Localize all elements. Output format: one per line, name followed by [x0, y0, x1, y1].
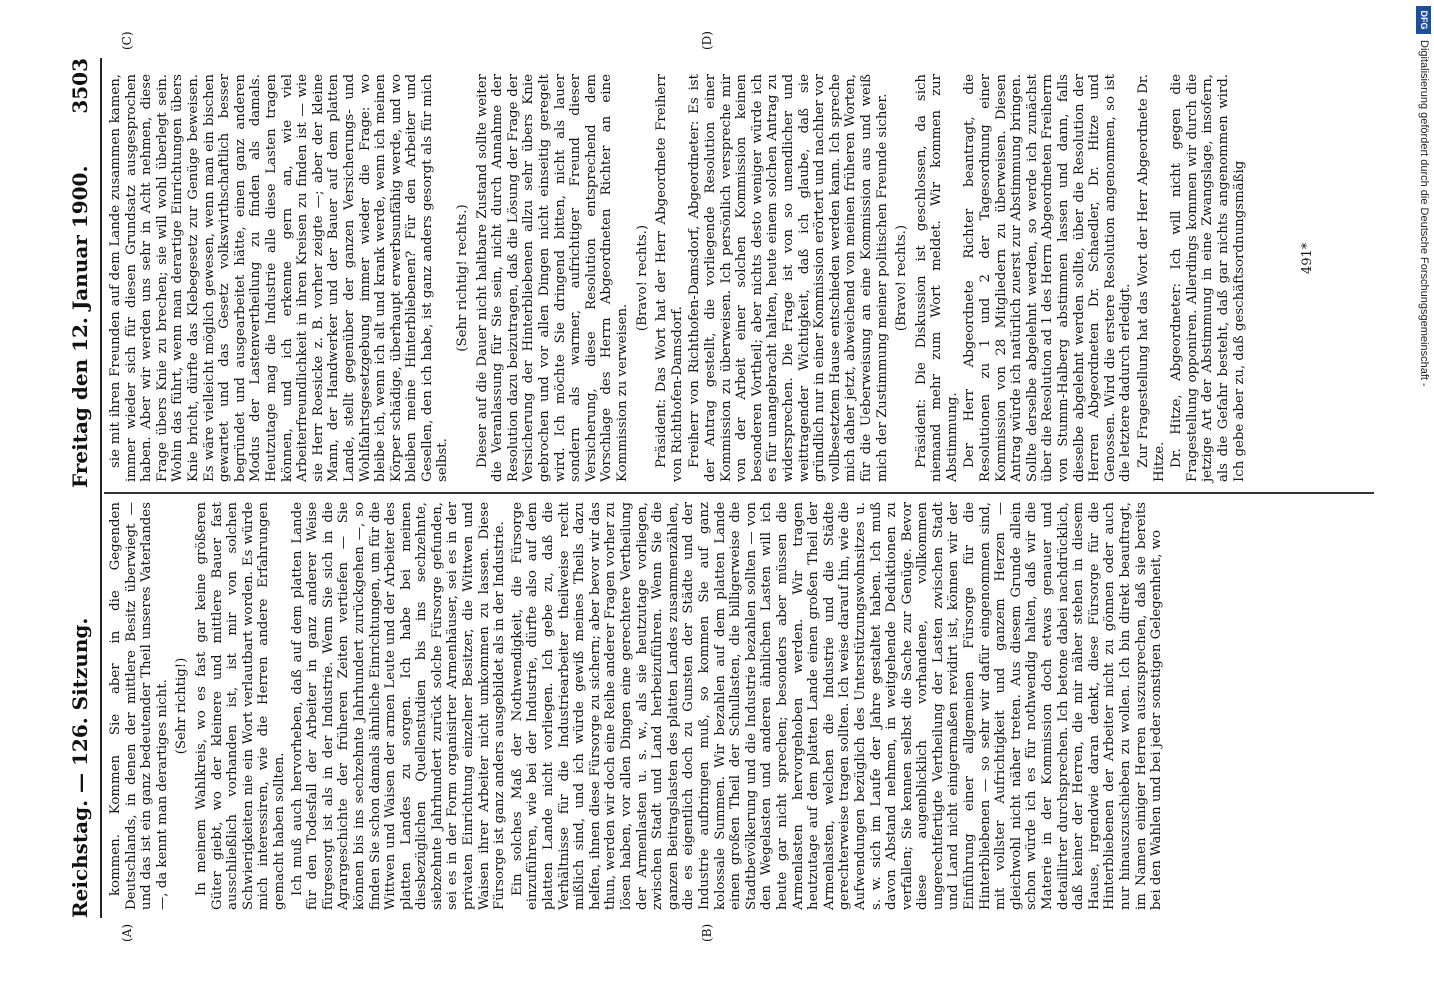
header-center: Freitag den 12. Januar 1900.: [68, 165, 92, 488]
column-divider: [104, 492, 1374, 494]
left-column: [108, 502, 1167, 910]
dfg-logo: DFG: [1416, 6, 1431, 34]
paragraph: In meinem Wahlkreis, wo es fast gar keine größeren Güter giebt, wo der kleinere und mittlere Bauer fast ausschließlich vorhanden ist, ist mir von solchen Schwierigkeiten nie ein Wort verlautbart worden. Es würde mich interessiren, wie die Herren andere Erfahrungen gemacht haben sollten.: [193, 502, 287, 910]
paragraph: Zur Fragestellung hat das Wort der Herr Abgeordnete Dr. Hitze.: [1136, 74, 1167, 482]
header-left: Reichstag. — 126. Sitzung.: [68, 617, 92, 918]
interjection: (Sehr richtig!): [174, 657, 190, 755]
interjection: (Bravo! rechts.): [634, 224, 650, 332]
margin-marker-a: (A): [120, 923, 134, 942]
digitization-sidebar: [1412, 0, 1434, 1000]
margin-marker-d: (D): [700, 31, 714, 50]
page-number: 3503: [68, 58, 92, 114]
paragraph: Der Herr Abgeordnete Richter beantragt, die Resolutionen zu 1 und 2 der Tagesordnung einer Kommission von 28 Mitgliedern zu überweisen. Diesen Antrag würde ich natürlich zuerst zur Abstimmung bringen. Sollte derselbe abgelehnt werden, so werde ich zunächst über die Resolution ad 1 des Herrn Abgeordneten Freiherrn von Stumm-Halberg abstimmen lassen und dann, falls dieselbe abgelehnt werden sollte, über die Resolution der Herren Abgeordneten Dr. Schaedler, Dr. Hitze und Genossen. Wird die erstere Resolution angenommen, so ist die letztere dadurch erledigt.: [962, 74, 1134, 482]
interjection: (Bravo! rechts.): [894, 224, 910, 332]
paragraph: Präsident: Die Diskussion ist geschlossen, da sich niemand mehr zum Wort meldet. Wir kommen zur Abstimmung.: [913, 74, 960, 482]
dfg-credit-text: Digitalisierung gefördert durch die Deutsche Forschungsgemeinschaft -: [1418, 40, 1430, 387]
right-column: [108, 74, 1249, 482]
page-header: [62, 58, 98, 918]
paragraph: kommen. Kommen Sie aber in die Gegenden Deutschlands, in denen der mittlere Besitz überwiegt — und das ist ein ganz bedeutender Theil unseres Vaterlandes —, da kennt man derartiges nicht.: [108, 502, 170, 910]
header-rule: [100, 58, 102, 918]
paragraph: Dr. Hitze, Abgeordneter: Ich will nicht gegen die Fragestellung opponiren. Allerdings kommen wir durch die jetzige Art der Abstimmung in eine Zwangslage, insofern, als die Gefahr besteht, daß gar nichts angenommen wird. Ich gebe aber zu, daß geschäftsordnungsmäßig: [1169, 74, 1247, 482]
margin-marker-b: (B): [700, 923, 714, 942]
paragraph: sie mit ihren Freunden auf dem Lande zusammen kamen, immer wieder sich für diesen Grundsatz ausgesprochen haben. Aber wir werden uns sehr in Acht nehmen, diese Frage übers Knie zu brechen; sie will wohl überlegt sein. Wohin das führt, wenn man derartige Einrichtungen übers Knie bricht, dürfte das Klebegesetz zur Genüge beweisen. Es wäre vielleicht möglich gewesen, wenn man ein bischen gewartet und das Gesetz volkswirthschaftlich besser begründet und ausgearbeitet hätte, einen ganz anderen Modus der Lastenvertheilung zu finden als damals. Heutzutage mag die Industrie alle diese Lasten tragen können, und ich erkenne gern an, wie viel Arbeiterfreundlichkeit in ihren Kreisen zu finden ist — wie sie Herr Roesicke z. B. vorher zeigte —; aber der kleine Mann, der Handwerker und der Bauer auf dem platten Lande, stellt gegenüber der ganzen Versicherungs- und Wohlfahrtsgesetzgebung immer wieder die Frage: wo bleibe ich, wenn ich alt und krank werde, wenn ich meinen Körper schädige, überhaupt erwerbsunfähig werde, und wo bleiben meine Hinterbliebenen? Für den Arbeiter und Gesellen, den ich habe, ist ganz anders gesorgt als für mich selbst.: [108, 74, 451, 482]
paragraph: Dieser auf die Dauer nicht haltbare Zustand sollte weiter die Veranlassung für Sie sein, nicht durch Annahme der Resolution dazu beizutragen, daß die Lösung der Frage der Versicherung der Hinterbliebenen allzu sehr übers Knie gebrochen und vor allen Dingen nicht einseitig geregelt wird. Ich möchte Sie dringend bitten, nicht als lauer sondern als warmer, aufrichtiger Freund dieser Versicherung, diese Resolution entsprechend dem Vorschlage des Herrn Abgeordneten Richter an eine Kommission zu verweisen.: [474, 74, 630, 482]
interjection: (Sehr richtig! rechts.): [455, 204, 471, 352]
paragraph: Ich muß auch hervorheben, daß auf dem platten Lande für den Todesfall der Arbeiter in ganz anderer Weise fürgesorgt ist als in der Industrie. Wenn Sie sich in die Agrargeschichte der früheren Zeiten vertiefen — Sie können bis ins sechzehnte Jahrhundert zurückgehen —, so finden Sie schon damals ähnliche Einrichtungen, um für die Wittwen und Waisen der armen Leute und der Arbeiter des platten Landes zu sorgen. Ich habe bei meinen diesbezüglichen Quellenstudien bis ins sechzehnte, siebzehnte Jahrhundert zurück solche Fürsorge gefunden, sei es in der Form organisirter Armenhäuser, sei es in der privaten Einrichtung einzelner Besitzer, die Wittwen und Waisen ihrer Arbeiter nicht umkommen zu lassen. Diese Fürsorge ist ganz anders ausgebildet als in der Industrie.: [289, 502, 508, 910]
paragraph: Freiherr von Richthofen-Damsdorf, Abgeordneter: Es ist der Antrag gestellt, die vorliegende Resolution einer Kommission zu überweisen. Ich persönlich verspreche mir von der Arbeit einer solchen Kommission keinen besonderen Vortheil; aber nichts desto weniger würde ich es für unangebracht halten, heute einem solchen Antrag zu widersprechen. Die Frage ist von so unendlicher und weittragender Wichtigkeit, daß ich glaube, daß sie gründlich nur in einer Kommission erörtert und nachher vor vollbesetztem Hause entschieden werden kann. Ich spreche mich daher jetzt, abweichend von meinen früheren Worten, für die Ueberweisung an eine Kommission aus und weiß mich der Zustimmung meiner politischen Freunde sicher.: [687, 74, 890, 482]
margin-marker-c: (C): [120, 31, 134, 50]
paragraph: Ein solches Maß der Nothwendigkeit, die Fürsorge einzuführen, wie bei der Industrie, dürfte also auf dem platten Lande nicht vorliegen. Ich gebe zu, daß die Verhältnisse für die Industriearbeiter theilweise recht mißlich sind, und ich würde gewiß meines Theils dazu helfen, ihnen diese Fürsorge zu sichern; aber bevor wir das thun, werden wir doch eine Reihe anderer Fragen vorher zu lösen haben, vor allen Dingen eine gerechtere Vertheilung der Armenlasten u. s. w., als sie heutzutage vorliegen, zwischen Stadt und Land herbeizuführen. Wenn Sie die ganzen Beitragslasten des platten Landes zusammenzählen, die es eigentlich doch zu Gunsten der Städte und der Industrie aufbringen muß, so kommen Sie auf ganz kolossale Summen. Wir bezahlen auf dem platten Lande einen großen Theil der Schullasten, die billigerweise die Stadtbevölkerung und die Industrie bezahlen sollten — von den Wegelasten und anderen ähnlichen Lasten will ich heute gar nicht sprechen; besonders aber müssen die Armenlasten hervorgehoben werden. Wir tragen heutzutage auf dem platten Lande einen großen Theil der Armenlasten, welchen die Industrie und die Städte gerechterweise tragen sollten. Ich weise darauf hin, wie die Aufwendungen bezüglich des Unterstützungswohnsitzes u. s. w. sich im Laufe der Jahre gestaltet haben. Ich muß davon Abstand nehmen, in weitgehende Deduktionen zu verfallen; Sie kennen selbst die Sache zur Genüge. Bevor diese augenblicklich vorhandene, vollkommen ungerechtfertigte Vertheilung der Lasten zwischen Stadt und Land nicht einigermaßen revidirt ist, können wir der Einführung einer allgemeinen Fürsorge für die Hinterbliebenen — so sehr wir dafür eingenommen sind, mit vollster Aufrichtigkeit und ganzem Herzen — gleichwohl nicht näher treten. Aus diesem Grunde allein schon würde ich es für nothwendig halten, daß wir die Materie in der Kommission doch etwas genauer und detaillirter durchsprechen. Ich betone dabei nachdrücklich, daß keiner der Herren, die mir näher stehen in diesem Hause, irgendwie daran denkt, diese Fürsorge für die Hinterbliebenen der Arbeiter nicht zu gönnen oder auch nur hinauszuschieben zu wollen. Ich bin direkt beauftragt, im Namen einiger Herren auszusprechen, daß sie bereits bei den Wahlen und bei jeder sonstigen Gelegenheit, wo: [509, 502, 1165, 910]
footer-signature-number: 491*: [1300, 242, 1315, 274]
paragraph: Präsident: Das Wort hat der Herr Abgeordnete Freiherr von Richthofen-Damsdorf.: [654, 74, 685, 482]
